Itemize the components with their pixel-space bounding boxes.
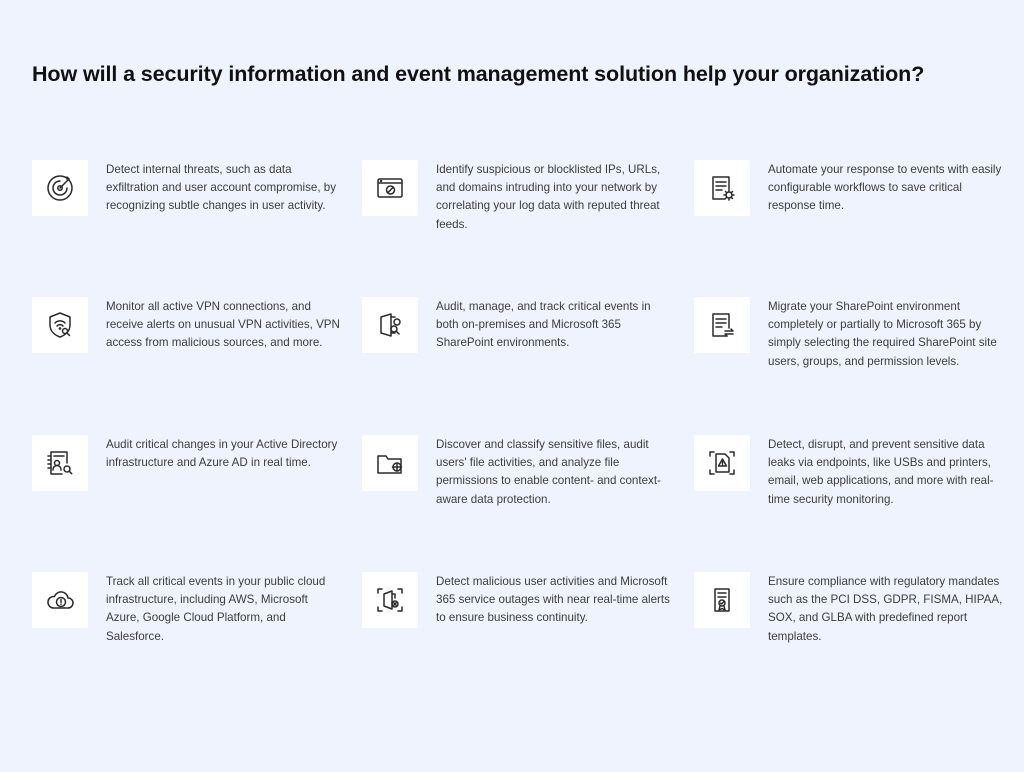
feature-text: Track all critical events in your public cloud infrastructure, including AWS, Microsoft Azure, Google Cloud Platform, and Salesforce. xyxy=(106,575,326,643)
feature-card-m365-outages xyxy=(362,572,670,682)
feature-text: Detect, disrupt, and prevent sensitive data leaks via endpoints, like USBs and printers, email, web applications, and more with real-time security monitoring. xyxy=(768,438,994,506)
feature-card-compliance xyxy=(694,572,1003,682)
feature-card-cloud-monitoring xyxy=(32,572,332,682)
sharepoint-audit-icon xyxy=(373,308,407,342)
document-migrate-icon xyxy=(705,308,739,342)
feature-text: Discover and classify sensitive files, audit users' file activities, and analyze file permissions to enable content- and context-aware data protection. xyxy=(436,438,661,506)
feature-card-file-classification xyxy=(362,435,662,545)
feature-text: Ensure compliance with regulatory mandates such as the PCI DSS, GDPR, FISMA, HIPAA, SOX, and GLBA with predefined report templates. xyxy=(768,575,1003,643)
feature-card-data-leak-prevention xyxy=(694,435,994,545)
folder-eye-icon xyxy=(373,446,407,480)
feature-text: Automate your response to events with easily configurable workflows to save critical response time. xyxy=(768,163,1002,213)
feature-text: Detect internal threats, such as data exfiltration and user account compromise, by recognizing subtle changes in user activity. xyxy=(106,163,337,213)
browser-blocked-icon xyxy=(373,171,407,205)
feature-card-vpn-monitoring xyxy=(32,297,340,407)
office-outage-icon xyxy=(373,583,407,617)
feature-text: Monitor all active VPN connections, and receive alerts on unusual VPN activities, VPN access from malicious sources, and more. xyxy=(106,300,340,350)
feature-text: Audit critical changes in your Active Directory infrastructure and Azure AD in real time. xyxy=(106,438,338,470)
page-title: How will a security information and event management solution help your organization? xyxy=(32,62,925,86)
feature-text: Detect malicious user activities and Microsoft 365 service outages with near real-time alerts to ensure business continuity. xyxy=(436,575,670,625)
document-warning-frame-icon xyxy=(705,446,739,480)
shield-wifi-search-icon xyxy=(43,308,77,342)
directory-user-search-icon xyxy=(43,446,77,480)
feature-text: Migrate your SharePoint environment completely or partially to Microsoft 365 by simply selecting the required SharePoint site users, groups, and permission levels. xyxy=(768,300,997,368)
compliance-certificate-icon xyxy=(705,583,739,617)
cloud-alert-icon xyxy=(43,583,77,617)
feature-card-sharepoint-migration xyxy=(694,297,997,407)
feature-text: Identify suspicious or blocklisted IPs, URLs, and domains intruding into your network by correlating your log data with reputed threat feeds. xyxy=(436,163,661,231)
radar-target-icon xyxy=(43,171,77,205)
feature-card-insider-threats xyxy=(32,160,337,270)
document-gear-icon xyxy=(705,171,739,205)
feature-card-automate-response xyxy=(694,160,1002,270)
feature-card-sharepoint-audit xyxy=(362,297,662,407)
feature-text: Audit, manage, and track critical events in both on-premises and Microsoft 365 SharePoint environments. xyxy=(436,300,651,350)
feature-card-threat-feeds xyxy=(362,160,662,270)
feature-card-active-directory xyxy=(32,435,338,545)
